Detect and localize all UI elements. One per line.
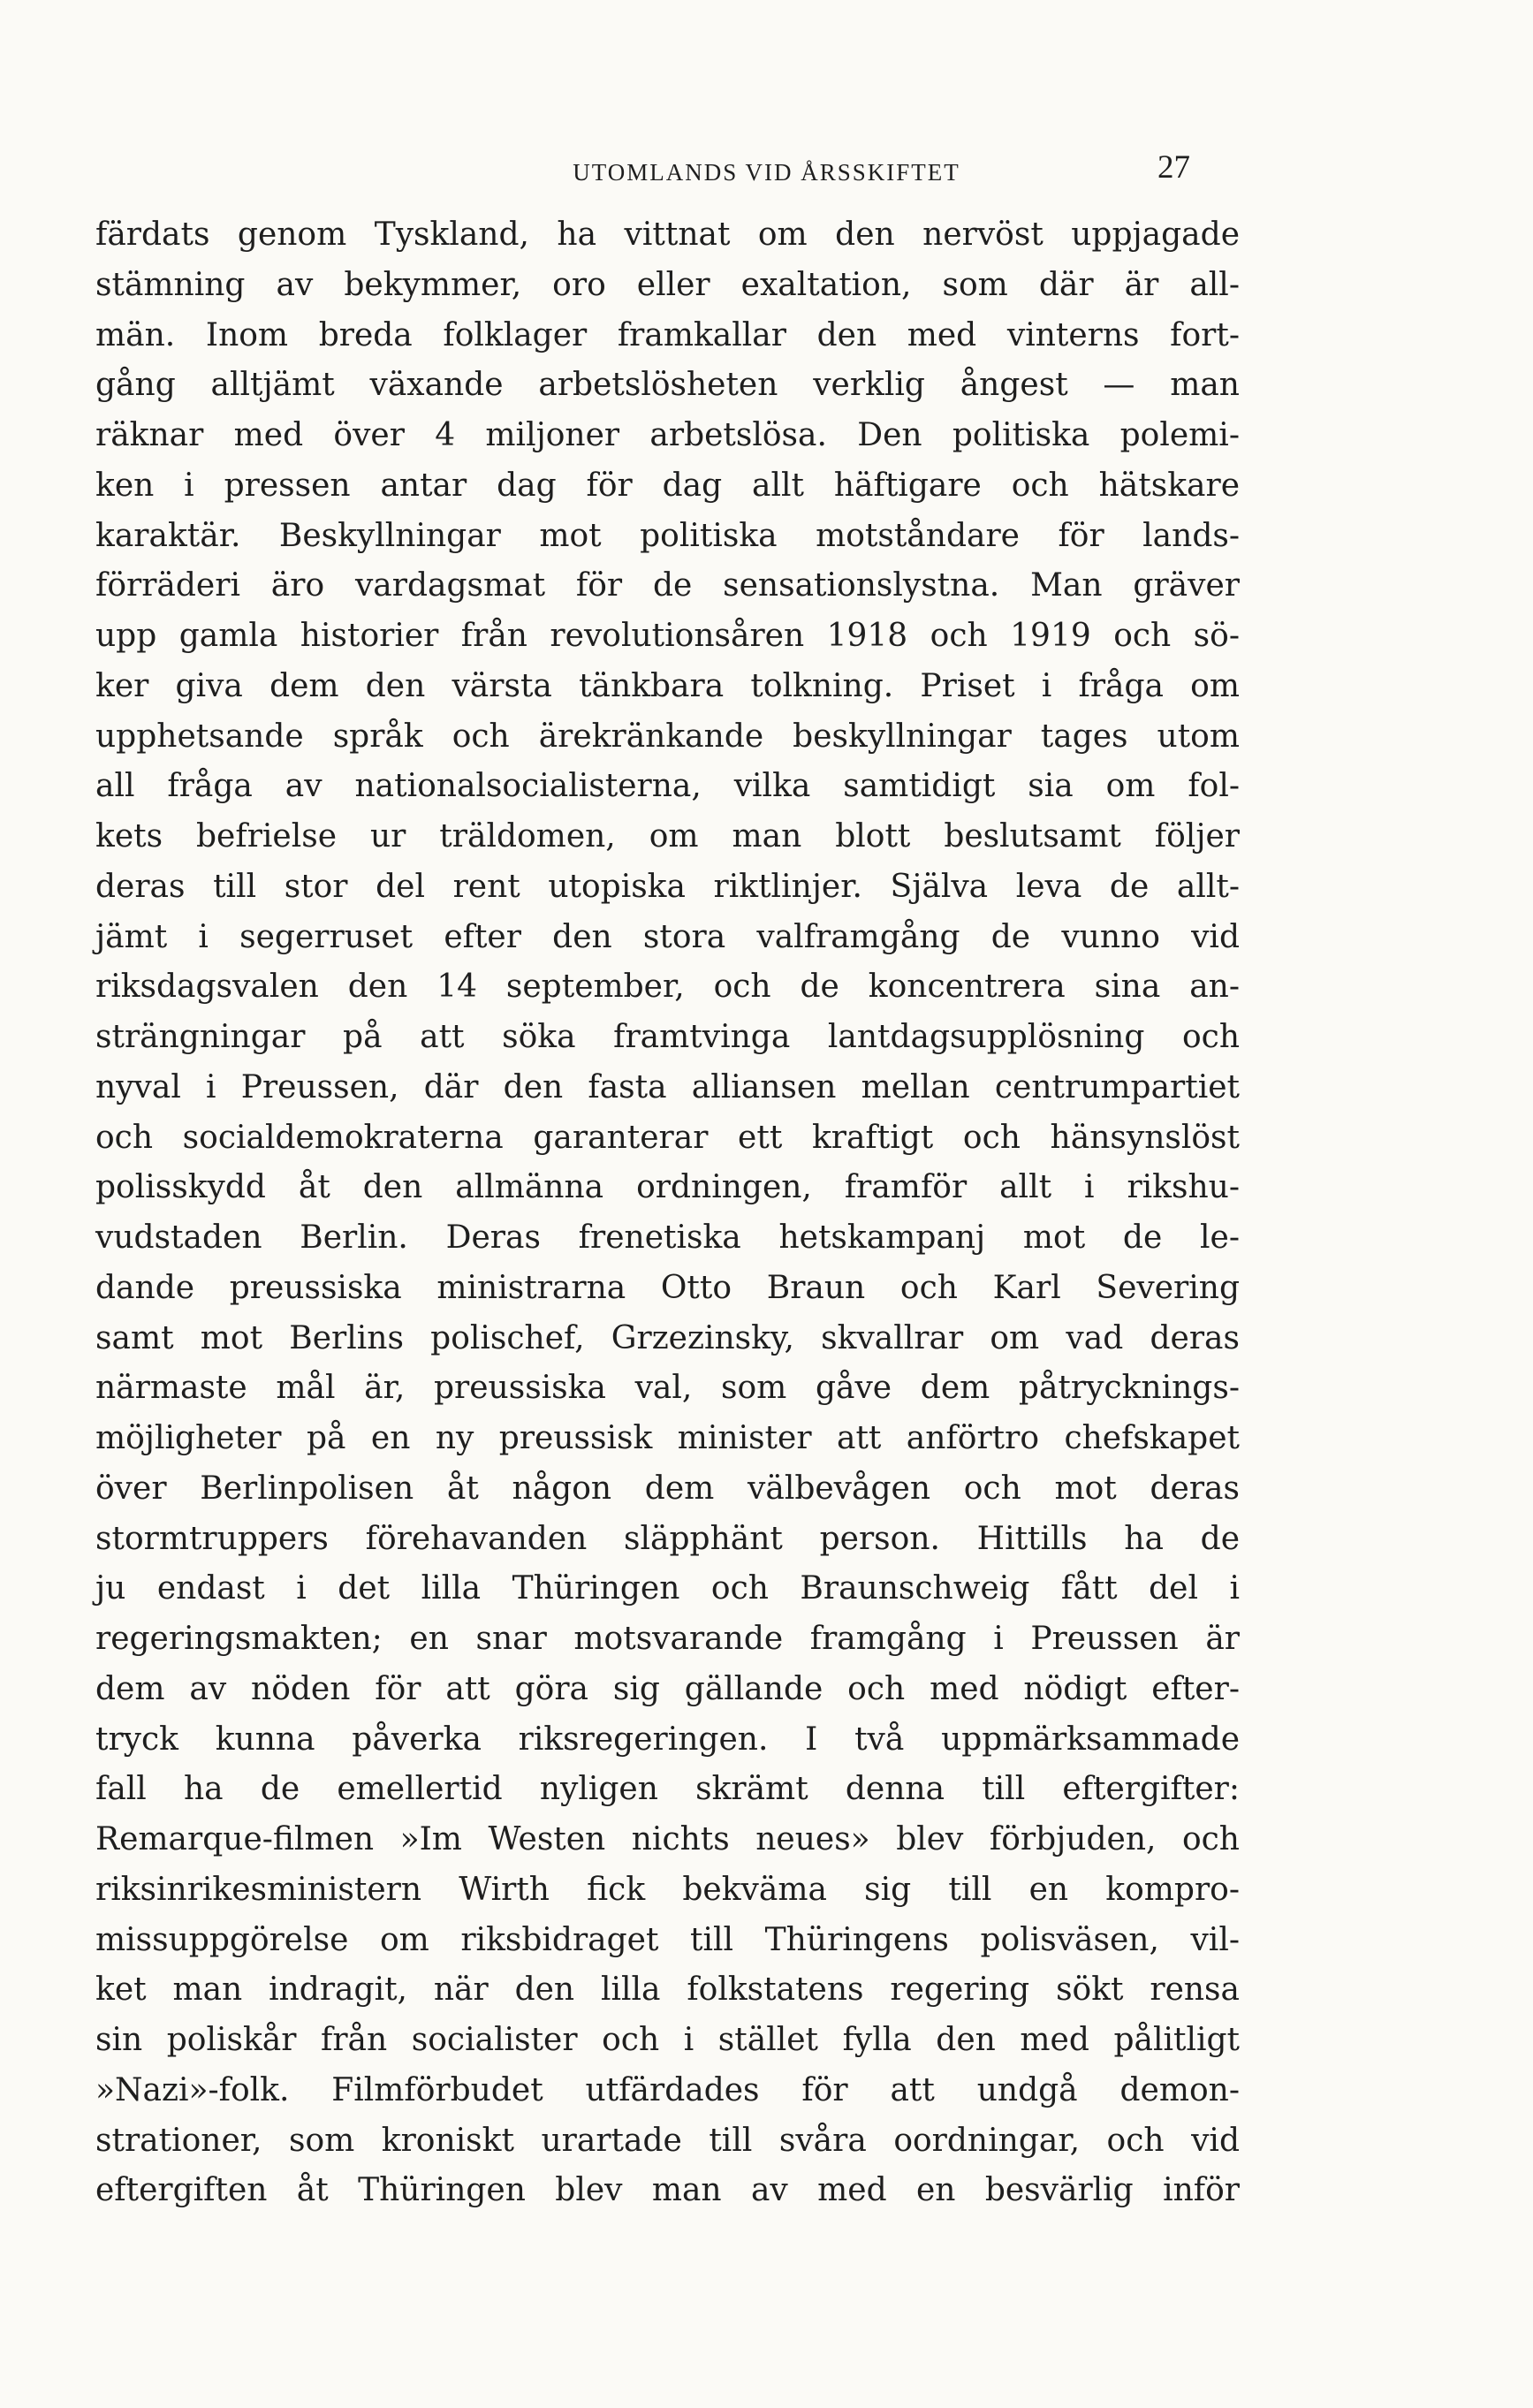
text-line: »Nazi»-folk. Filmförbudet utfärdades för att undgå demon- [95, 2071, 1240, 2108]
body-text [95, 210, 1240, 2216]
running-title: UTOMLANDS VID ÅRSSKIFTET [573, 159, 960, 186]
text-line: jämt i segerruset efter den stora valframgång de vunno vid [95, 918, 1240, 955]
text-line: regeringsmakten; en snar motsvarande framgång i Preussen är [95, 1621, 1240, 1657]
text-line: upphetsande språk och ärekränkande beskyllningar tages utom [95, 718, 1240, 755]
text-line: förräderi äro vardagsmat för de sensationslystna. Man gräver [95, 567, 1240, 604]
text-line: sin poliskår från socialister och i stället fylla den med pålitligt [95, 2022, 1240, 2058]
text-line: missuppgörelse om riksbidraget till Thüringens polisväsen, vil- [95, 1921, 1240, 1958]
text-line: strationer, som kroniskt urartade till svåra oordningar, och vid [95, 2122, 1240, 2159]
text-line: upp gamla historier från revolutionsåren 1918 och 1919 och sö- [95, 618, 1240, 654]
text-line: dande preussiska ministrarna Otto Braun och Karl Severing [95, 1269, 1240, 1306]
text-line: och socialdemokraterna garanterar ett kraftigt och hänsynslöst [95, 1119, 1240, 1156]
text-line: över Berlinpolisen åt någon dem välbevågen och mot deras [95, 1470, 1240, 1507]
text-line: all fråga av nationalsocialisterna, vilka samtidigt sia om fol- [95, 768, 1240, 805]
text-line: polisskydd åt den allmänna ordningen, framför allt i rikshu- [95, 1169, 1240, 1206]
text-line: män. Inom breda folklager framkallar den med vinterns fort- [95, 316, 1240, 353]
text-line: eftergiften åt Thüringen blev man av med en besvärlig inför [95, 2172, 1240, 2209]
text-line: ket man indragit, när den lilla folkstatens regering sökt rensa [95, 1971, 1240, 2009]
text-line: karaktär. Beskyllningar mot politiska motståndare för lands- [95, 517, 1240, 554]
page-number: 27 [1157, 149, 1190, 186]
text-line: räknar med över 4 miljoner arbetslösa. Den politiska polemi- [95, 417, 1240, 453]
text-line: gång alltjämt växande arbetslösheten verklig ångest — man [95, 367, 1240, 404]
text-line: stämning av bekymmer, oro eller exaltation, som där är all- [95, 266, 1240, 303]
text-line: kets befrielse ur träldomen, om man blott beslutsamt följer [95, 818, 1240, 855]
text-line: nyval i Preussen, där den fasta alliansen mellan centrumpartiet [95, 1068, 1240, 1105]
text-line: ju endast i det lilla Thüringen och Braunschweig fått del i [95, 1570, 1240, 1607]
text-line: ker giva dem den värsta tänkbara tolkning. Priset i fråga om [95, 667, 1240, 704]
text-line: riksinrikesministern Wirth fick bekväma sig till en kompro- [95, 1871, 1240, 1908]
text-line: färdats genom Tyskland, ha vittnat om den nervöst uppjagade [95, 216, 1240, 253]
text-line: samt mot Berlins polischef, Grzezinsky, skvallrar om vad deras [95, 1319, 1240, 1356]
text-line: ken i pressen antar dag för dag allt häftigare och hätskare [95, 467, 1240, 504]
text-line: riksdagsvalen den 14 september, och de koncentrera sina an- [95, 969, 1240, 1006]
text-line: stormtruppers förehavanden släpphänt person. Hittills ha de [95, 1520, 1240, 1557]
text-line: Remarque-filmen »Im Westen nichts neues» blev förbjuden, och [95, 1821, 1240, 1857]
text-line: möjligheter på en ny preussisk minister att anförtro chefskapet [95, 1420, 1240, 1456]
text-line: tryck kunna påverka riksregeringen. I två uppmärksammade [95, 1721, 1240, 1758]
text-line: vudstaden Berlin. Deras frenetiska hetskampanj mot de le- [95, 1219, 1240, 1256]
text-line: strängningar på att söka framtvinga lantdagsupplösning och [95, 1019, 1240, 1055]
text-line: dem av nöden för att göra sig gällande och med nödigt efter- [95, 1670, 1240, 1707]
text-line: fall ha de emellertid nyligen skrämt denna till eftergifter: [95, 1771, 1240, 1808]
text-line: deras till stor del rent utopiska riktlinjer. Själva leva de allt- [95, 868, 1240, 905]
text-line: närmaste mål är, preussiska val, som gåve dem påtrycknings- [95, 1370, 1240, 1407]
